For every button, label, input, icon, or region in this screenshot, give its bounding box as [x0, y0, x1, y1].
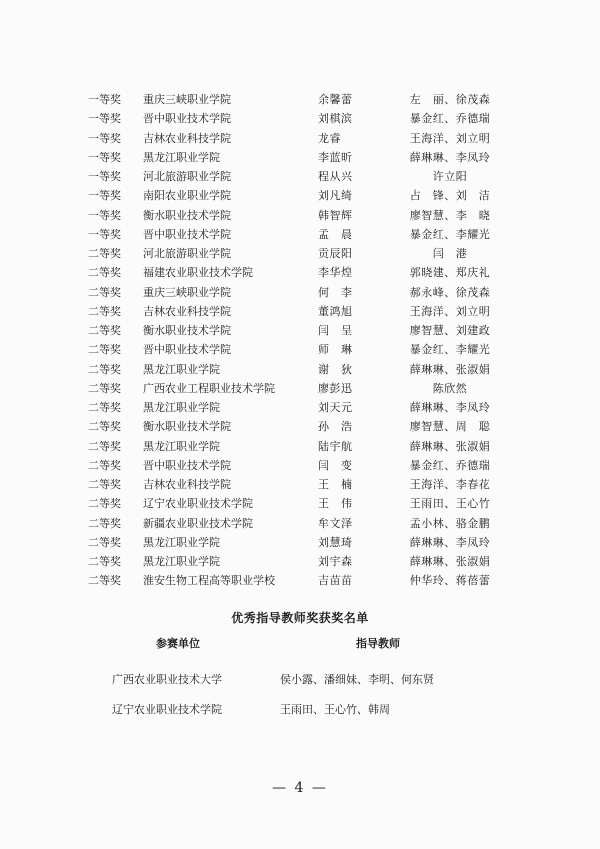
- school-name: 淮安生物工程高等职业学校: [143, 574, 275, 588]
- teacher-row: [0, 671, 600, 691]
- award-row: [0, 321, 600, 340]
- student-name: 陆宇航: [318, 439, 353, 453]
- student-name: 刘棋滨: [318, 112, 353, 126]
- school-name: 黑龙江职业学院: [143, 401, 220, 414]
- student-name: 贡辰阳: [318, 247, 353, 260]
- page-number: — 4 —: [272, 780, 328, 796]
- student-name: 程从兴: [318, 170, 353, 183]
- award-row: [0, 494, 600, 513]
- advisor-names: 闫 港: [432, 247, 468, 260]
- school-name: 辽宁农业职业技术学院: [143, 497, 253, 511]
- advisor-names: 薛琳琳、张淑娟: [409, 439, 491, 453]
- award-row: [0, 437, 600, 456]
- advisor-names: 薛琳琳、李凤玲: [409, 150, 491, 164]
- award-row: [0, 417, 600, 436]
- school-name: 衡水职业技术学院: [143, 420, 231, 434]
- student-name: 孙 浩: [318, 420, 353, 434]
- student-name: 谢 狄: [318, 362, 353, 376]
- school-name: 吉林农业科技学院: [143, 304, 231, 318]
- school-name: 晋中职业技术学院: [143, 458, 231, 472]
- award-row: [0, 90, 600, 109]
- award-level: 二等奖: [88, 266, 121, 280]
- advisor-names: 孟小林、骆金鹏: [409, 516, 491, 530]
- advisor-names: 廖智慧、李 晓: [409, 208, 491, 222]
- award-row: [0, 263, 600, 282]
- teacher-names: 王雨田、王心竹、韩周: [280, 703, 390, 716]
- column-header-teacher: 指导教师: [356, 637, 400, 650]
- advisor-names: 陈欣然: [432, 381, 468, 395]
- advisor-names: 薛琳琳、张淑娟: [409, 555, 491, 568]
- award-level: 一等奖: [88, 112, 121, 126]
- award-level: 二等奖: [88, 420, 121, 434]
- award-row: [0, 129, 600, 148]
- school-name: 广西农业工程职业技术学院: [143, 381, 275, 395]
- award-level: 二等奖: [88, 362, 121, 376]
- award-level: 一等奖: [88, 189, 121, 203]
- award-row: [0, 514, 600, 533]
- advisor-names: 郭晓建、郑庆礼: [409, 266, 491, 280]
- award-level: 二等奖: [88, 285, 121, 299]
- school-name: 重庆三峡职业学院: [143, 285, 231, 299]
- advisor-names: 王海洋、李春花: [409, 478, 491, 491]
- school-name: 黑龙江职业学院: [143, 362, 220, 376]
- student-name: 李蓝昕: [318, 150, 353, 164]
- award-level: 一等奖: [88, 150, 121, 164]
- school-name: 衡水职业技术学院: [143, 208, 231, 222]
- school-name: 黑龙江职业学院: [143, 535, 220, 549]
- teacher-row: [0, 701, 600, 721]
- advisor-names: 暴金红、李耀光: [409, 227, 491, 241]
- school-name: 重庆三峡职业学院: [143, 93, 231, 106]
- student-name: 刘天元: [318, 401, 353, 414]
- student-name: 师 琳: [318, 343, 353, 357]
- award-level: 二等奖: [88, 516, 121, 530]
- award-row: [0, 360, 600, 379]
- school-name: 衡水职业技术学院: [143, 324, 231, 337]
- school-name: 晋中职业技术学院: [143, 343, 231, 357]
- award-row: [0, 379, 600, 398]
- advisor-names: 暴金红、乔德瑞: [409, 112, 491, 126]
- award-row: [0, 109, 600, 128]
- award-level: 二等奖: [88, 381, 121, 395]
- school-name: 黑龙江职业学院: [143, 150, 220, 164]
- student-name: 孟 晨: [318, 227, 353, 241]
- advisor-names: 暴金红、乔德瑞: [409, 458, 491, 472]
- school-name: 晋中职业技术学院: [143, 112, 231, 126]
- student-name: 刘慧琦: [318, 535, 353, 549]
- school-name: 新疆农业职业技术学院: [143, 516, 253, 530]
- award-level: 二等奖: [88, 535, 121, 549]
- award-row: [0, 206, 600, 225]
- award-level: 一等奖: [88, 208, 121, 222]
- advisor-names: 王海洋、刘立明: [409, 131, 491, 145]
- award-level: 二等奖: [88, 478, 121, 491]
- school-name: 黑龙江职业学院: [143, 555, 220, 568]
- school-name: 吉林农业科技学院: [143, 478, 231, 491]
- advisor-names: 廖智慧、刘建政: [409, 324, 491, 337]
- award-row: [0, 552, 600, 571]
- award-row: [0, 148, 600, 167]
- award-row: [0, 340, 600, 359]
- award-level: 二等奖: [88, 555, 121, 568]
- student-name: 何 李: [318, 285, 353, 299]
- advisor-names: 仲华玲、蒋蓓蕾: [409, 574, 491, 588]
- school-name: 南阳农业职业学院: [143, 189, 231, 203]
- award-row: [0, 456, 600, 475]
- student-name: 闫 呈: [318, 324, 353, 337]
- advisor-names: 薛琳琳、张淑娟: [409, 362, 491, 376]
- award-row: [0, 302, 600, 321]
- student-name: 王 楠: [318, 478, 353, 491]
- student-name: 董鸿旭: [318, 304, 353, 318]
- advisor-names: 左 丽、徐茂森: [409, 93, 491, 106]
- award-level: 二等奖: [88, 324, 121, 337]
- student-name: 闫 变: [318, 458, 353, 472]
- award-level: 二等奖: [88, 343, 121, 357]
- award-level: 二等奖: [88, 497, 121, 511]
- student-name: 廖彭迅: [318, 381, 353, 395]
- award-row: [0, 398, 600, 417]
- award-level: 一等奖: [88, 131, 121, 145]
- student-name: 李华煌: [318, 266, 353, 280]
- advisor-names: 王雨田、王心竹: [409, 497, 491, 511]
- student-name: 韩智辉: [318, 208, 353, 222]
- advisor-names: 薛琳琳、李凤玲: [409, 535, 491, 549]
- award-row: [0, 244, 600, 263]
- student-name: 吉苗苗: [318, 574, 353, 588]
- award-row: [0, 475, 600, 494]
- award-row: [0, 533, 600, 552]
- advisor-names: 薛琳琳、李凤玲: [409, 401, 491, 414]
- teacher-names: 侯小露、潘细妹、李明、何东贤: [280, 673, 434, 686]
- awards-list: [0, 90, 600, 591]
- school-name: 吉林农业科技学院: [143, 131, 231, 145]
- advisor-names: 许立阳: [432, 170, 468, 183]
- award-level: 二等奖: [88, 401, 121, 414]
- advisor-names: 暴金红、李耀光: [409, 343, 491, 357]
- student-name: 王 伟: [318, 497, 353, 511]
- award-level: 二等奖: [88, 304, 121, 318]
- student-name: 刘宇森: [318, 555, 353, 568]
- advisor-names: 郝永峰、徐茂森: [409, 285, 491, 299]
- school-name: 福建农业职业技术学院: [143, 266, 253, 280]
- student-name: 刘凡绮: [318, 189, 353, 203]
- award-level: 一等奖: [88, 227, 121, 241]
- award-level: 二等奖: [88, 458, 121, 472]
- column-header-unit: 参赛单位: [156, 637, 200, 650]
- award-row: [0, 167, 600, 186]
- school-name: 晋中职业技术学院: [143, 227, 231, 241]
- student-name: 余馨蕾: [318, 93, 353, 106]
- award-row: [0, 571, 600, 590]
- section-title: 优秀指导教师奖获奖名单: [231, 611, 369, 625]
- advisor-names: 廖智慧、周 聪: [409, 420, 491, 434]
- award-level: 一等奖: [88, 170, 121, 183]
- school-name: 黑龙江职业学院: [143, 439, 220, 453]
- award-row: [0, 283, 600, 302]
- award-row: [0, 186, 600, 205]
- teacher-table-header: [0, 635, 600, 655]
- award-level: 一等奖: [88, 93, 121, 106]
- unit-name: 辽宁农业职业技术学院: [112, 703, 222, 716]
- student-name: 龙睿: [318, 131, 341, 145]
- award-level: 二等奖: [88, 574, 121, 588]
- school-name: 河北旅游职业学院: [143, 247, 231, 260]
- school-name: 河北旅游职业学院: [143, 170, 231, 183]
- student-name: 牟文泽: [318, 516, 353, 530]
- award-row: [0, 225, 600, 244]
- advisor-names: 王海洋、刘立明: [409, 304, 491, 318]
- award-level: 二等奖: [88, 439, 121, 453]
- unit-name: 广西农业职业技术大学: [112, 673, 222, 686]
- award-level: 二等奖: [88, 247, 121, 260]
- advisor-names: 占 锋、刘 洁: [409, 189, 491, 203]
